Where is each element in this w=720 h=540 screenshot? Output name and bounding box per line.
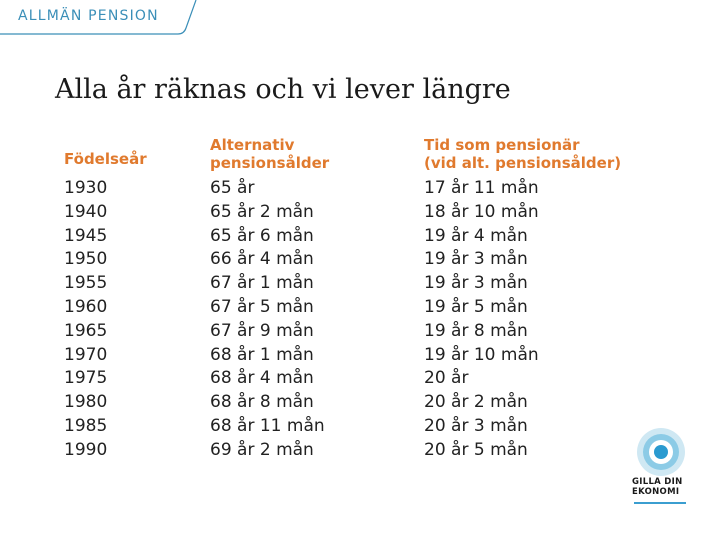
gilla-din-ekonomi-logo [632, 426, 690, 510]
pension-time-cell: 19 år 3 mån [424, 249, 528, 270]
alt-age-cell: 65 år 6 mån [210, 225, 314, 246]
pension-time-cell: 19 år 10 mån [424, 344, 539, 365]
pension-time-cell: 18 år 10 mån [424, 201, 539, 222]
logo-underline [634, 502, 686, 504]
target-circle-icon [632, 426, 690, 478]
birth-year-cell: 1955 [64, 273, 108, 294]
birth-year-cell: 1960 [64, 296, 108, 317]
birth-year-cell: 1970 [64, 344, 108, 365]
pension-time-cell: 19 år 3 mån [424, 273, 528, 294]
birth-year-cell: 1980 [64, 392, 108, 413]
pension-time-cell: 19 år 8 mån [424, 320, 528, 341]
pension-time-cell: 20 år 2 mån [424, 392, 528, 413]
header-birth-year: Födelseår [64, 150, 147, 168]
pension-time-cell: 20 år 5 mån [424, 439, 528, 460]
alt-age-cell: 69 år 2 mån [210, 439, 314, 460]
alt-age-cell: 68 år 11 mån [210, 415, 325, 436]
section-tag: ALLMÄN PENSION [18, 8, 159, 24]
pension-time-cell: 19 år 5 mån [424, 296, 528, 317]
birth-year-cell: 1930 [64, 178, 108, 198]
alt-age-cell: 67 år 9 mån [210, 320, 314, 341]
birth-year-cell: 1945 [64, 225, 108, 246]
birth-year-cell: 1950 [64, 249, 108, 270]
pension-time-cell: 17 år 11 mån [424, 178, 539, 198]
alt-age-cell: 68 år 8 mån [210, 392, 314, 413]
header-alternative-age: Alternativ pensionsålder [210, 136, 330, 172]
alt-age-cell: 65 år 2 mån [210, 201, 314, 222]
alt-age-cell: 66 år 4 mån [210, 249, 314, 270]
pension-time-cell: 19 år 4 mån [424, 225, 528, 246]
alt-age-cell: 68 år 1 mån [210, 344, 314, 365]
birth-year-cell: 1985 [64, 415, 108, 436]
birth-year-cell: 1975 [64, 368, 108, 389]
birth-year-cell: 1990 [64, 439, 108, 460]
logo-text: GILLA DIN EKONOMI [632, 477, 683, 497]
alt-age-cell: 68 år 4 mån [210, 368, 314, 389]
pension-time-cell: 20 år [424, 368, 469, 389]
pension-time-cell: 20 år 3 mån [424, 415, 528, 436]
birth-year-cell: 1965 [64, 320, 108, 341]
alt-age-cell: 65 år [210, 178, 255, 198]
slide-title: Alla år räknas och vi lever längre [55, 74, 511, 105]
alt-age-cell: 67 år 5 mån [210, 296, 314, 317]
header-time-as-pensioner: Tid som pensionär (vid alt. pensionsålder) [424, 136, 622, 172]
birth-year-cell: 1940 [64, 201, 108, 222]
alt-age-cell: 67 år 1 mån [210, 273, 314, 294]
